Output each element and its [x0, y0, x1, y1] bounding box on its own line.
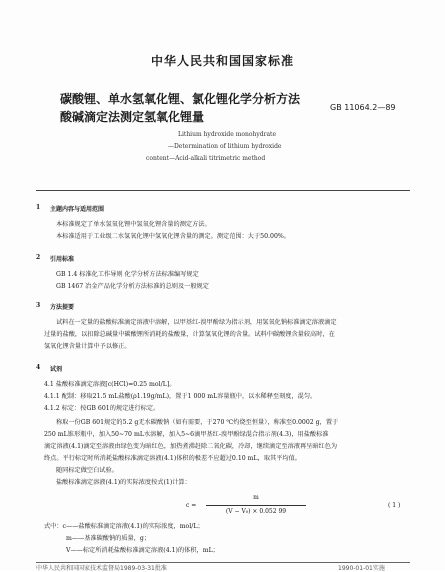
- issuer-header: 中华人民共和国国家标准: [150, 54, 294, 68]
- title-rule: [36, 190, 410, 191]
- procedure-line-4: 终点。平行标定时所消耗盐酸标准滴定溶液(4.1)体积的极差不应超过0.10 mL，取其平均值。: [44, 455, 301, 462]
- section-3-line-3: 氢氧化锂含量计算中予以修正。: [44, 343, 131, 350]
- where-line-1: 式中：c——盐酸标准滴定溶液(4.1)的实际浓度，mol/L；: [44, 523, 204, 530]
- section-2-number: 2: [36, 254, 41, 261]
- section-1-heading: 主题内容与适用范围: [50, 206, 105, 213]
- where-line-2: m——基准碳酸钠的质量，g；: [66, 535, 151, 542]
- section-4-heading: 试剂: [50, 366, 63, 373]
- reagent-4-1-2: 4.1.2 标定：按GB 601的规定进行标定。: [44, 405, 160, 412]
- formula-fraction-bar: [206, 505, 306, 506]
- reagent-4-1: 4.1 盐酸标准滴定溶液[c(HCl)=0.25 mol/L]。: [44, 381, 176, 388]
- section-1-line-1: 本标准规定了单水氢氧化锂中氢氧化锂含量的测定方法。: [56, 221, 211, 228]
- section-4-number: 4: [36, 364, 41, 371]
- procedure-line-3: 滴定溶液(4.1)滴定至溶液由绿色变为暗红色，加热煮沸赶除二氧化碳，冷却，继续滴定至溶液再呈暗红色为: [44, 443, 338, 450]
- section-3-line-2: 过量的盐酸，以扣除总碱量中碳酸锂所消耗的盐酸量，计算氢氧化锂的含量。试料中碳酸锂含量较高时，在: [44, 331, 335, 338]
- english-title-line-3: content—Acid-alkali titrimetric method: [146, 155, 266, 162]
- section-1-line-2: 本标准适用于工业级二水氢氧化锂中氢氧化锂含量的测定。测定范围：大于50.00%。: [56, 233, 290, 240]
- section-1-number: 1: [36, 204, 41, 211]
- section-2-heading: 引用标准: [50, 256, 75, 263]
- reagent-4-1-1: 4.1.1 配制：移取21.5 mL盐酸(ρ1.19g/mL)，置于1 000 mL容量瓶中，以水稀释至刻度，混匀。: [44, 393, 317, 400]
- section-3-number: 3: [36, 302, 41, 309]
- footer-effective: 1990-01-01实施: [338, 565, 385, 572]
- title-line-1: 碳酸锂、单水氢氧化锂、氯化锂化学分析方法: [60, 92, 301, 106]
- section-2-line-1: GB 1.4 标准化工作导则 化学分析方法标准编写规定: [56, 271, 199, 278]
- procedure-line-6: 盐酸标准滴定溶液(4.1)的实际浓度按式(1)计算：: [56, 479, 191, 486]
- footer-approval: 中华人民共和国国家技术监督局1989-03-31批准: [36, 565, 167, 572]
- formula-numerator: m: [253, 494, 259, 501]
- section-3-heading: 方法提要: [50, 304, 75, 311]
- standard-code: GB 11064.2—89: [330, 103, 396, 112]
- where-line-3: V——标定所消耗盐酸标准滴定溶液(4.1)的体积，mL；: [66, 547, 219, 554]
- formula-denominator: (V − V₀) × 0.052 99: [225, 508, 287, 515]
- title-line-2: 酸碱滴定法测定氢氧化锂量: [60, 110, 205, 124]
- procedure-line-1: 称取一份GB 601规定的5.2 g无水碳酸钠（如有需要，于270 ℃灼烧至恒量），称准至0.0002 g，置于: [56, 419, 339, 426]
- formula-number: ( 1 ): [388, 502, 401, 509]
- english-title-line-1: Lithium hydroxide monohydrate: [178, 131, 277, 138]
- formula-lhs: c =: [186, 502, 197, 509]
- procedure-line-5: 随同标定做空白试验。: [56, 467, 118, 474]
- procedure-line-2: 250 mL锥形瓶中，加入50~70 mL水溶解，加入5~6滴甲基红-溴甲酚绿混合指示剂(4.3)，用盐酸标准: [44, 431, 329, 438]
- english-title-line-2: —Determination of lithium hydroxide: [168, 143, 282, 150]
- section-2-line-2: GB 1467 冶金产品化学分析方法标准的总则及一般规定: [56, 283, 209, 290]
- section-3-line-1: 试料在一定量的盐酸标准滴定溶液中溶解，以甲基红-溴甲酚绿为指示剂，用氢氧化钠标准滴定溶液滴定: [56, 319, 337, 326]
